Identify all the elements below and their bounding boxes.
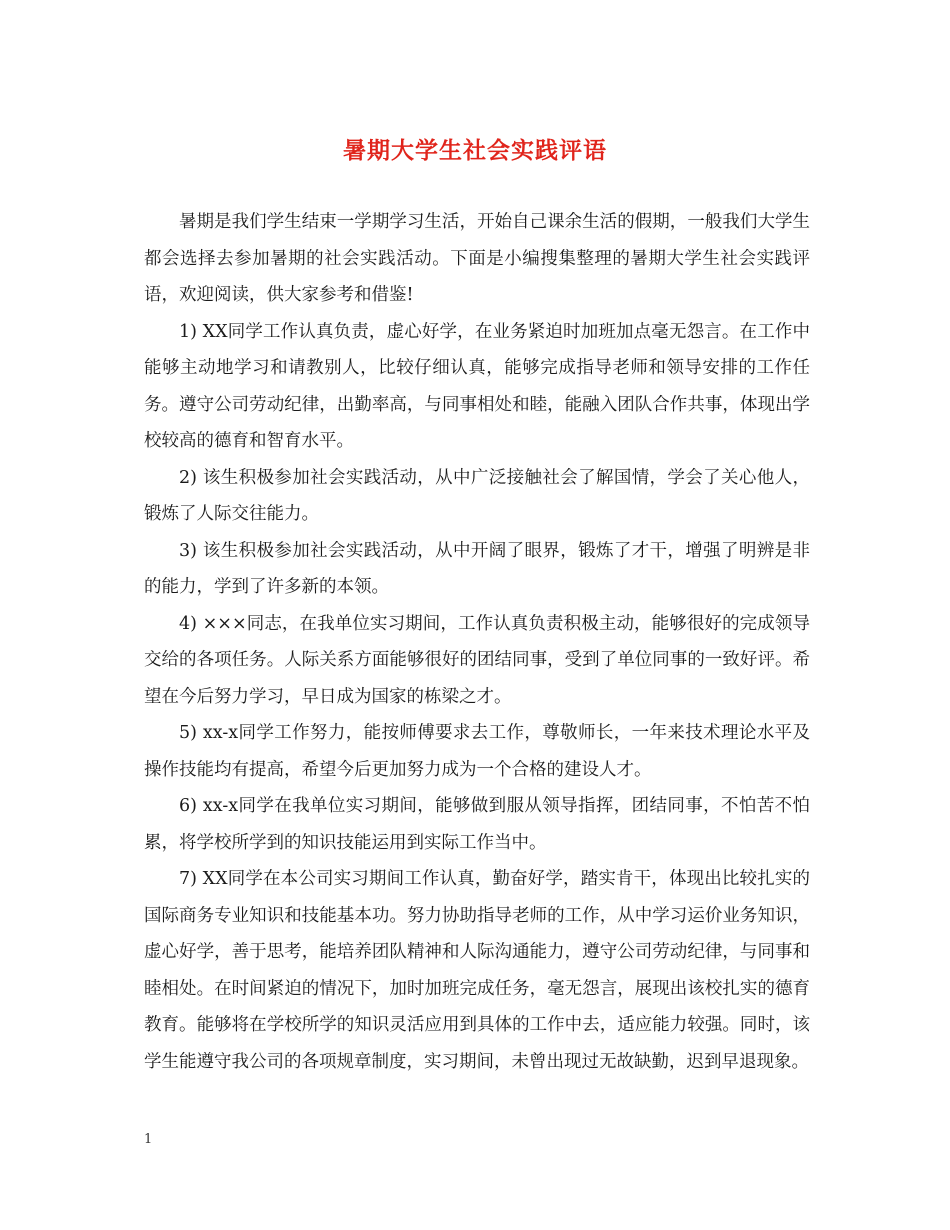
- comment-paragraph-6: 6) xx-x同学在我单位实习期间，能够做到服从领导指挥，团结同事，不怕苦不怕累，将学校所学到的知识技能运用到实际工作当中。: [144, 796, 810, 853]
- document-body: [144, 204, 810, 1080]
- comment-paragraph-4: 4) ×××同志，在我单位实习期间，工作认真负责积极主动，能够很好的完成领导交给的各项任务。人际关系方面能够很好的团结同事，受到了单位同事的一致好评。希望在今后努力学习，早日成为国家的栋梁之才。: [144, 613, 810, 707]
- comment-paragraph-2: 2) 该生积极参加社会实践活动，从中广泛接触社会了解国情，学会了关心他人，锻炼了人际交往能力。: [144, 467, 810, 524]
- intro-paragraph: 暑期是我们学生结束一学期学习生活，开始自己课余生活的假期，一般我们大学生都会选择去参加暑期的社会实践活动。下面是小编搜集整理的暑期大学生社会实践评语，欢迎阅读，供大家参考和借鉴!: [144, 212, 810, 305]
- page-number: 1: [144, 1132, 153, 1147]
- document-title: 暑期大学生社会实践评语: [343, 137, 607, 164]
- comment-paragraph-5: 5) xx-x同学工作努力，能按师傅要求去工作，尊敬师长，一年来技术理论水平及操作技能均有提高，希望今后更加努力成为一个合格的建设人才。: [144, 723, 810, 780]
- comment-paragraph-3: 3) 该生积极参加社会实践活动，从中开阔了眼界，锻炼了才干，增强了明辨是非的能力，学到了许多新的本领。: [144, 540, 810, 597]
- comment-paragraph-7: 7) XX同学在本公司实习期间工作认真，勤奋好学，踏实肯干，体现出比较扎实的国际商务专业知识和技能基本功。努力协助指导老师的工作，从中学习运价业务知识，虚心好学，善于思考，能培养团队精神和人际沟通能力，遵守公司劳动纪律，与同事和睦相处。在时间紧迫的情况下，加时加班完成任务，毫无怨言，展现出该校扎实的德育教育。能够将在学校所学的知识灵活应用到具体的工作中去，适应能力较强。同时，该学生能遵守我公司的各项规章制度，实习期间，未曾出现过无故缺勤，迟到早退现象。: [144, 869, 810, 1072]
- comment-paragraph-1: 1) XX同学工作认真负责，虚心好学，在业务紧迫时加班加点毫无怨言。在工作中能够主动地学习和请教别人，比较仔细认真，能够完成指导老师和领导安排的工作任务。遵守公司劳动纪律，出勤率高，与同事相处和睦，能融入团队合作共事，体现出学校较高的德育和智育水平。: [144, 321, 810, 451]
